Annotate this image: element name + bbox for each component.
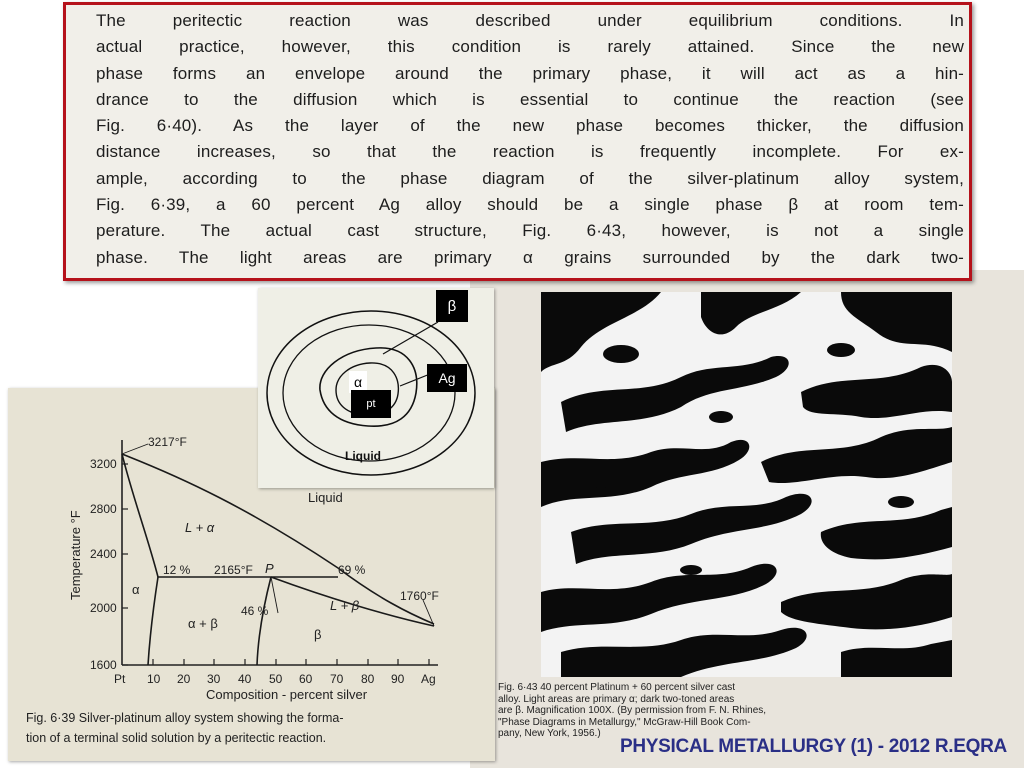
- caption-line: Fig. 6·43 40 percent Platinum + 60 percent silver cast: [498, 682, 736, 693]
- alpha-solidus-curve: [122, 454, 158, 577]
- x-tick-label: 90: [391, 672, 405, 686]
- alpha-label: α: [349, 371, 367, 393]
- caption-line: Fig. 6·39 Silver-platinum alloy system showing the forma-: [26, 711, 344, 725]
- x-tick-label: Pt: [114, 672, 126, 686]
- peritectic-comp-label: 46 %: [241, 604, 269, 618]
- caption-line: tion of a terminal solid solution by a peritectic reaction.: [26, 731, 327, 745]
- liquid-label: Liquid: [345, 449, 381, 463]
- x-ticks: [153, 659, 429, 665]
- region-l-alpha: L + α: [185, 520, 215, 535]
- micrograph-caption: [498, 682, 828, 740]
- y-tick-label: 2400: [90, 547, 117, 561]
- x-tick-label: 20: [177, 672, 191, 686]
- region-alpha-beta: α + β: [188, 616, 218, 631]
- x-tick-label: 30: [207, 672, 221, 686]
- region-alpha: α: [132, 582, 140, 597]
- region-beta: β: [314, 627, 322, 642]
- x-tick-label: 10: [147, 672, 161, 686]
- x-tick-label: Ag: [421, 672, 436, 686]
- pt-label: pt: [351, 390, 391, 418]
- caption-line: pany, New York, 1956.): [498, 728, 601, 740]
- dark-beta-regions: [541, 292, 952, 677]
- quote-text: [96, 8, 964, 271]
- micrograph-svg: [541, 292, 952, 677]
- region-liquid: Liquid: [308, 490, 343, 505]
- micrograph-image: [541, 292, 952, 677]
- x-tick-label: 50: [269, 672, 283, 686]
- region-l-beta: L + β: [330, 598, 360, 613]
- y-tick-label: 2000: [90, 601, 117, 615]
- x-tick-label: 40: [238, 672, 252, 686]
- y-axis-label: Temperature °F: [68, 510, 83, 600]
- y-tick-label: 2800: [90, 502, 117, 516]
- caption-line: "Phase Diagrams in Metallurgy," McGraw-Hill Book Com-: [498, 716, 751, 728]
- y-tick-label: 1600: [90, 658, 117, 672]
- phase-diagram-caption: [26, 708, 366, 748]
- x-tick-label: 60: [299, 672, 313, 686]
- y-ticks: [122, 464, 128, 665]
- quote-line: Fig. 6·39, a 60 percent Ag alloy should be a single phase β at room tem-: [96, 195, 964, 215]
- quote-line: distance increases, so that the reaction is frequently incomplete. For ex-: [96, 142, 964, 162]
- ag-label: Ag: [427, 364, 467, 392]
- pt-melting-point-label: 3217°F: [148, 435, 187, 449]
- quote-line: The peritectic reaction was described under equilibrium conditions. In: [96, 11, 964, 30]
- x-tick-label: 80: [361, 672, 375, 686]
- quote-line: phase. The light areas are primary α grains surrounded by the dark two-: [96, 247, 964, 267]
- footer-title: PHYSICAL METALLURGY (1) - 2012 R.EQRA: [620, 736, 1007, 757]
- ag-melting-point-label: 1760°F: [400, 589, 439, 603]
- quote-line: perature. The actual cast structure, Fig. 6·43, however, is not a single: [96, 221, 964, 241]
- peritectic-point-label: P: [265, 561, 274, 576]
- caption-line: alloy. Light areas are primary α; dark two-toned areas: [498, 693, 735, 705]
- x-axis-label: Composition - percent silver: [206, 687, 368, 702]
- quote-line: phase forms an envelope around the primary phase, it will act as a hin-: [96, 63, 964, 83]
- quote-line: drance to the diffusion which is essential to continue the reaction (see: [96, 89, 964, 109]
- alpha-solvus-curve: [148, 577, 158, 665]
- beta-label: β: [436, 290, 468, 322]
- y-tick-label: 3200: [90, 457, 117, 471]
- alpha-limit-label: 12 %: [163, 563, 191, 577]
- quote-line: actual practice, however, this condition is rarely attained. Since the new: [96, 37, 964, 57]
- caption-line: are β. Magnification 100X. (By permission from F. N. Rhines,: [498, 705, 767, 717]
- peritectic-temp-label: 2165°F: [214, 563, 253, 577]
- beta-solvus-curve: [257, 577, 271, 665]
- quote-line: Fig. 6·40). As the layer of the new phase becomes thicker, the diffusion: [96, 116, 964, 136]
- quote-line: ample, according to the phase diagram of the silver-platinum alloy system,: [96, 168, 964, 188]
- liquid-comp-label: 69 %: [338, 563, 366, 577]
- x-tick-label: 70: [330, 672, 344, 686]
